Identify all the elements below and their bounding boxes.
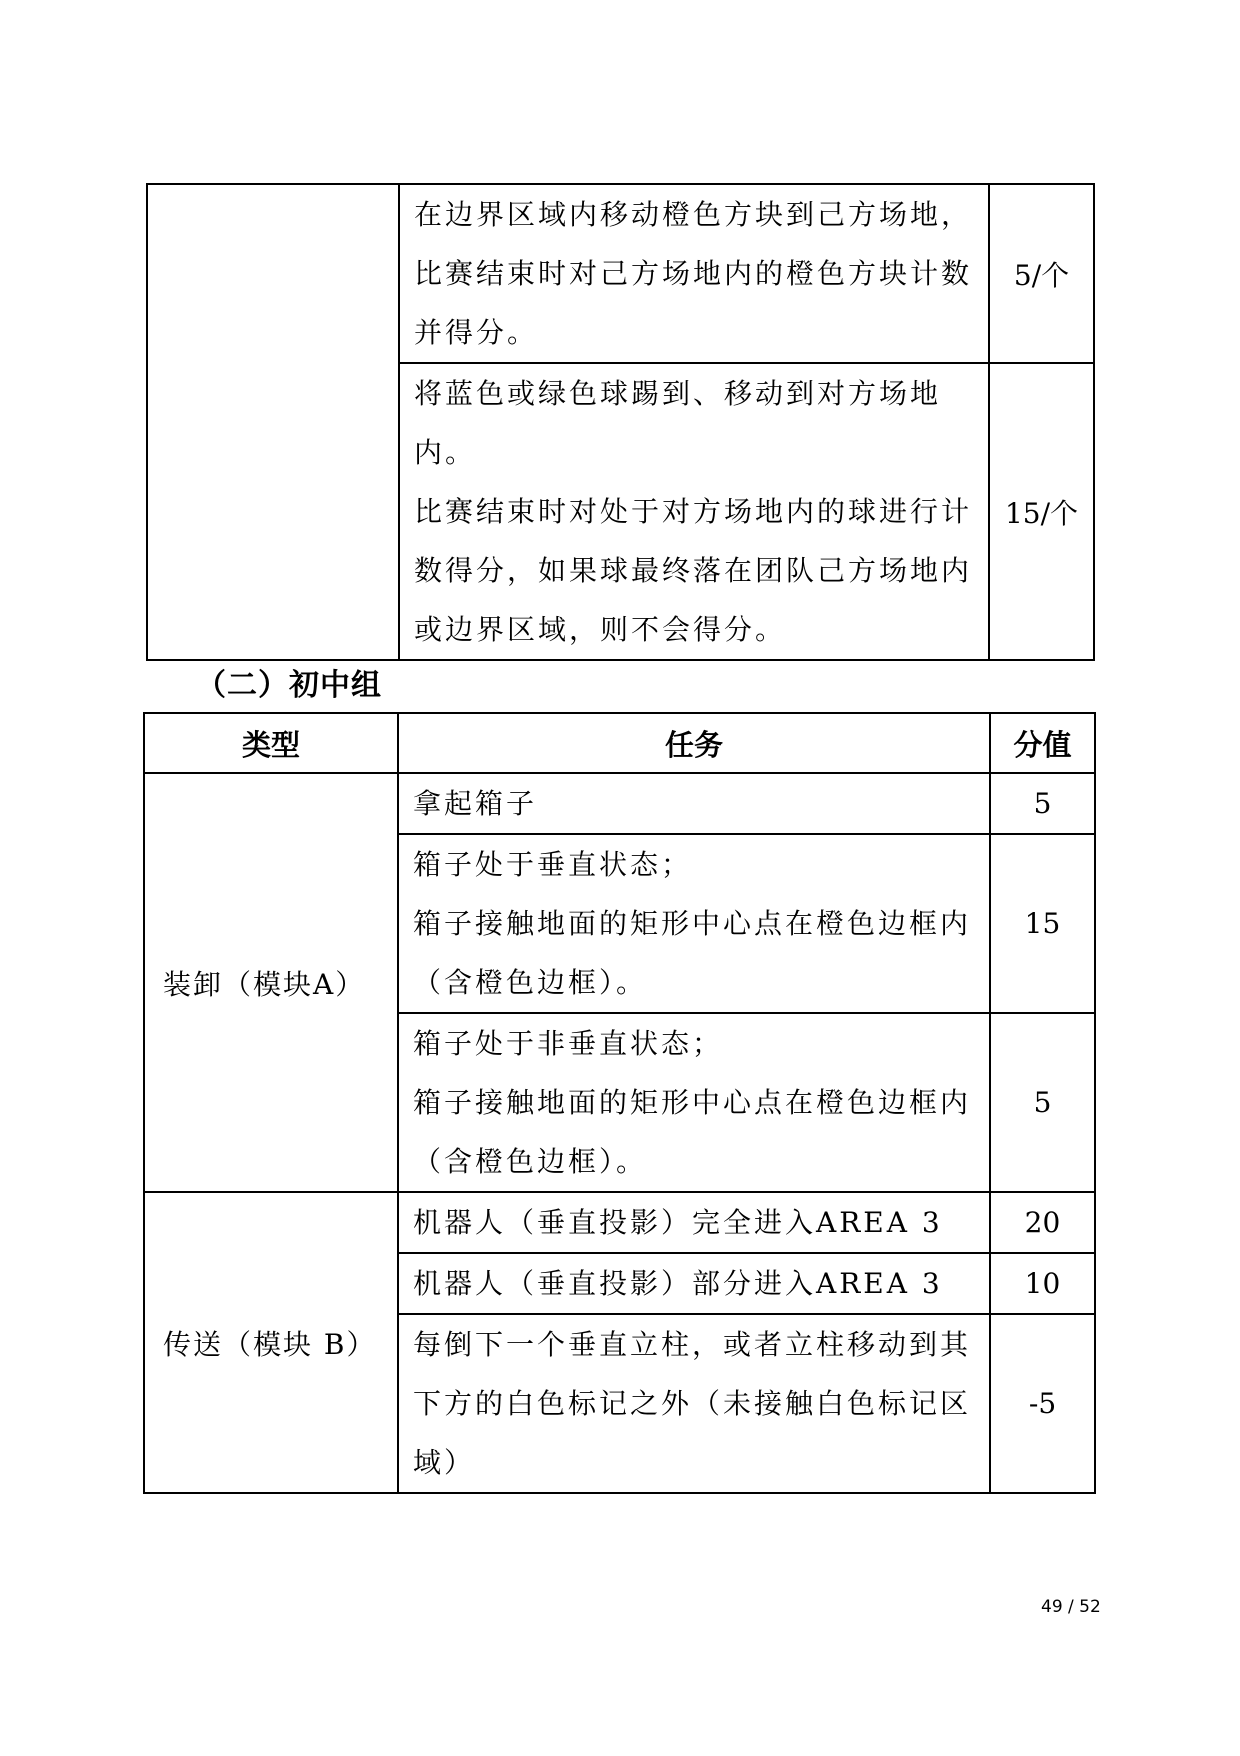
score-cell: 5 [990, 773, 1095, 834]
score-cell: 15/个 [989, 363, 1094, 660]
score-cell: 5 [990, 1013, 1095, 1192]
task-cell: 每倒下一个垂直立柱，或者立柱移动到其 下方的白色标记之外（未接触白色标记区 域） [398, 1314, 990, 1493]
score-cell: 5/个 [989, 184, 1094, 363]
column-header-score: 分值 [990, 713, 1095, 773]
table-row [147, 184, 1094, 363]
task-cell: 拿起箱子 [398, 773, 990, 834]
score-cell: -5 [990, 1314, 1095, 1493]
table-row [144, 773, 1095, 834]
score-table-continued [146, 183, 1095, 661]
task-cell: 机器人（垂直投影）完全进入AREA 3 [398, 1192, 990, 1253]
score-cell: 10 [990, 1253, 1095, 1314]
column-header-type: 类型 [144, 713, 398, 773]
task-cell: 将蓝色或绿色球踢到、移动到对方场地 内。 比赛结束时对处于对方场地内的球进行计 数得分，如果球最终落在团队己方场地内 或边界区域，则不会得分。 [399, 363, 989, 660]
type-cell: 装卸（模块A） [144, 773, 398, 1192]
page-number: 49 / 52 [1041, 1597, 1101, 1617]
score-cell: 20 [990, 1192, 1095, 1253]
type-cell: 传送（模块 B） [144, 1192, 398, 1493]
table-row [144, 1192, 1095, 1253]
section-heading: （二）初中组 [196, 668, 382, 703]
score-cell: 15 [990, 834, 1095, 1013]
task-cell: 在边界区域内移动橙色方块到己方场地， 比赛结束时对己方场地内的橙色方块计数 并得分。 [399, 184, 989, 363]
junior-high-score-table [143, 712, 1096, 1494]
task-cell: 机器人（垂直投影）部分进入AREA 3 [398, 1253, 990, 1314]
task-cell: 箱子处于垂直状态； 箱子接触地面的矩形中心点在橙色边框内 （含橙色边框）。 [398, 834, 990, 1013]
table-header-row [144, 713, 1095, 773]
column-header-task: 任务 [398, 713, 990, 773]
task-cell: 箱子处于非垂直状态； 箱子接触地面的矩形中心点在橙色边框内 （含橙色边框）。 [398, 1013, 990, 1192]
type-cell [147, 184, 399, 660]
